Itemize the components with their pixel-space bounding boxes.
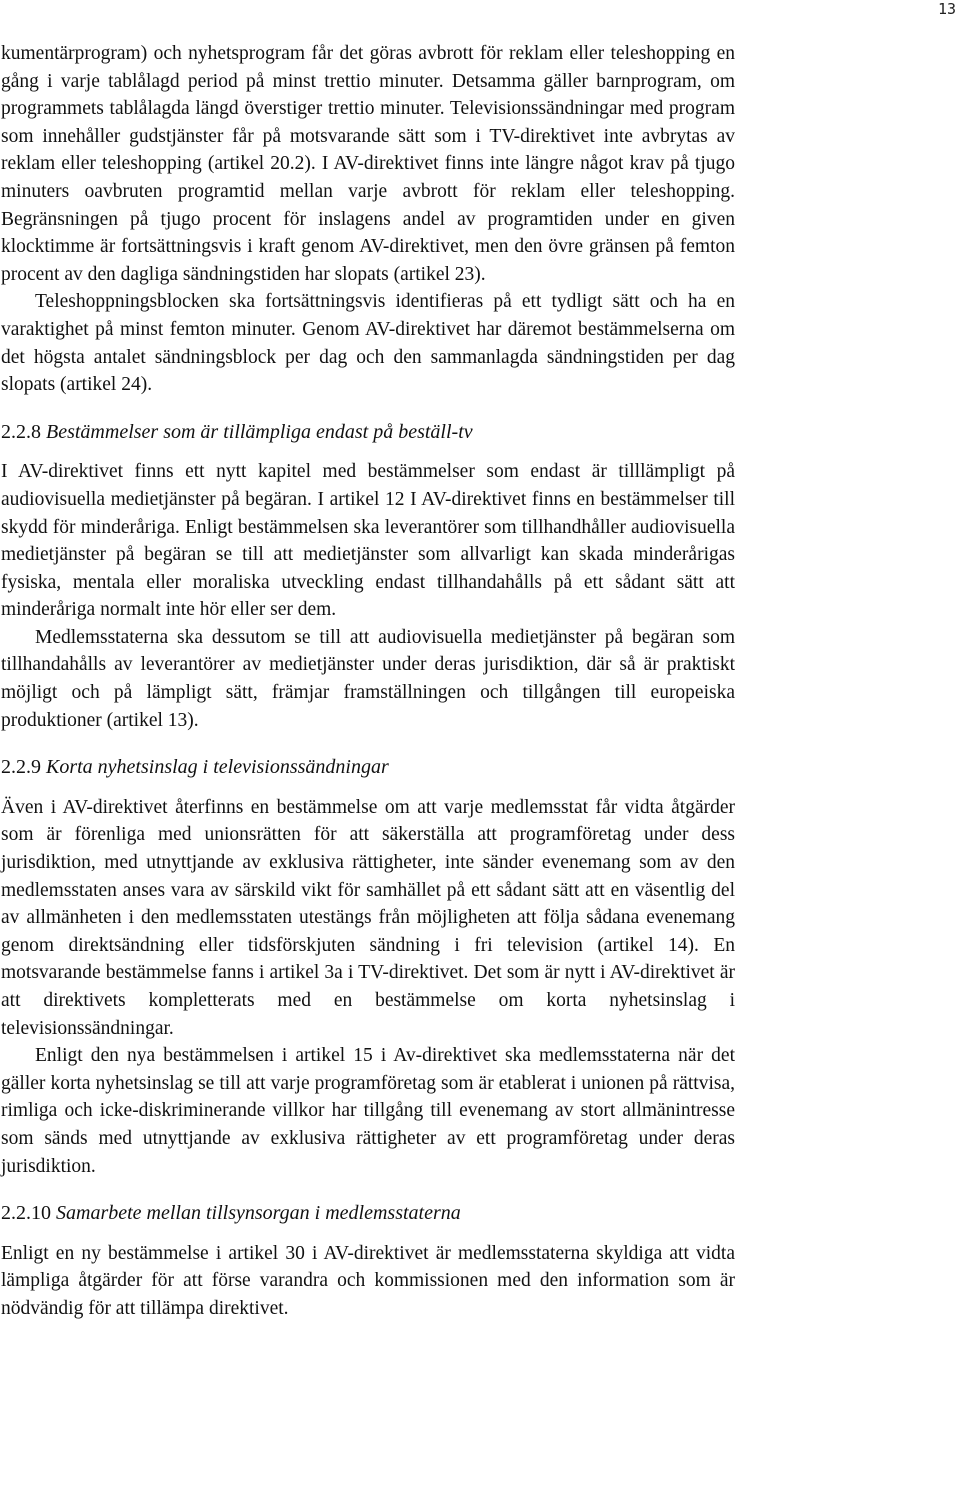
paragraph: Enligt en ny bestämmelse i artikel 30 i AV-direktivet är medlemsstaterna skyldiga att vidta lämpliga åtgärder för att förse varandra och kommissionen med den information som är nödvändig för att tillämpa direktivet. bbox=[1, 1242, 735, 1319]
section-heading-2-2-8 bbox=[1, 419, 735, 447]
section-title: Samarbete mellan tillsynsorgan i medlemsstaterna bbox=[56, 1202, 461, 1225]
section-title: Korta nyhetsinslag i televisionssändningar bbox=[46, 756, 389, 779]
paragraph: I AV-direktivet finns ett nytt kapitel med bestämmelser som endast är tilllämpligt på audiovisuella medietjänster på begäran. I artikel 12 I AV-direktivet finns en bestämmelser till skydd för minderåriga. Enligt bestämmelsen ska leverantörer som tillhandhåller audiovisuella medietjänster på begäran se till att medietjänster som allvarligt kan skada minderårigas fysiska, mentala eller moraliska utveckling endast tillhandahålls på ett sådant sätt att minderåriga normalt inte hör eller ser dem. bbox=[1, 461, 735, 621]
section-number: 2.2.8 bbox=[1, 420, 41, 443]
section-title: Bestämmelser som är tillämpliga endast på beställ-tv bbox=[46, 420, 473, 443]
paragraph: kumentärprogram) och nyhetsprogram får det göras avbrott för reklam eller teleshopping en gång i varje tablålagd period på minst trettio minuter. Detsamma gäller barnprogram, om programmets tablålagda längd överstiger trettio minuter. Televisionssändningar med program som innehåller gudstjänster får på motsvarande sätt som i TV-direktivet inte avbrytas av reklam eller teleshopping (artikel 20.2). I AV-direktivet finns inte längre något krav på tjugo minuters oavbruten programtid mellan varje avbrott för reklam eller teleshopping. Begränsningen på tjugo procent för inslagens andel av programtiden under en given klocktimme är fortsättningsvis i kraft genom AV-direktivet, men den övre gränsen på femton procent av den dagliga sändningstiden har slopats (artikel 23). bbox=[1, 43, 735, 285]
paragraph: Teleshoppningsblocken ska fortsättningsvis identifieras på ett tydligt sätt och ha en varaktighet på minst femton minuter. Genom AV-direktivet har däremot bestämmelserna om det högsta antalet sändningsblock per dag och den sammanlagda sändningstiden per dag slopats (artikel 24). bbox=[1, 291, 735, 396]
section-heading-2-2-10 bbox=[1, 1200, 735, 1228]
page-number: 13 bbox=[937, 0, 956, 18]
document-body bbox=[1, 40, 735, 1323]
section-number: 2.2.9 bbox=[1, 756, 41, 779]
paragraph: Enligt den nya bestämmelsen i artikel 15 i Av-direktivet ska medlemsstaterna när det gäller korta nyhetsinslag se till att varje programföretag som är etablerat i unionen på rättvisa, rimliga och icke-diskriminerande villkor har tillgång till evenemang av stort allmänintresse som sänds med utnyttjande av exklusiva rättigheter av ett programföretag under deras jurisdiktion. bbox=[1, 1045, 735, 1177]
section-number: 2.2.10 bbox=[1, 1202, 51, 1225]
section-heading-2-2-9 bbox=[1, 754, 735, 782]
paragraph: Medlemsstaterna ska dessutom se till att audiovisuella medietjänster på begäran som tillhandahålls av leverantörer av medietjänster under deras jurisdiktion, där så är praktiskt möjligt och på lämpligt sätt, främjar framställningen och tillgången till europeiska produktioner (artikel 13). bbox=[1, 626, 735, 731]
paragraph: Även i AV-direktivet återfinns en bestämmelse om att varje medlemsstat får vidta åtgärder som är förenliga med unionsrätten för att säkerställa att programföretag under dess jurisdiktion, med utnyttjande av exklusiva rättigheter, inte sänder evenemang som av den medlemsstaten anses vara av särskild vikt för samhället på ett sådant sätt att en väsentlig del av allmänheten i den medlemsstaten utestängs från möjligheten att följa sådana evenemang genom direktsändning eller tidsförskjuten sändning i fri television (artikel 14). En motsvarande bestämmelse fanns i artikel 3a i TV-direktivet. Det som är nytt i AV-direktivet är att direktivets kompletterats med en bestämmelse om korta nyhetsinslag i televisionssändningar. bbox=[1, 796, 735, 1039]
